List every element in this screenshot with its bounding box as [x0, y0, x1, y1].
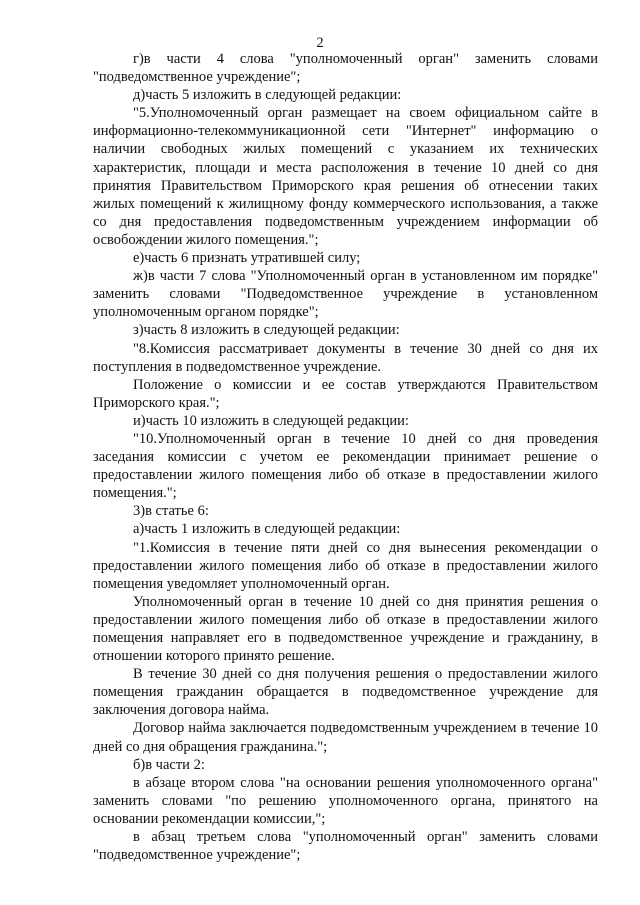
paragraph: е)часть 6 признать утратившей силу; [133, 250, 361, 267]
paragraph: ж)в части 7 слова "Уполномоченный орган в установленном им порядке" заменить словами "Подведомственное учреждение в установленном уполномоченным органом порядке"; [93, 268, 598, 321]
paragraph: в абзац третьем слова "уполномоченный орган" заменить словами "подведомственное учреждение"; [93, 829, 598, 864]
paragraph: Положение о комиссии и ее состав утверждаются Правительством Приморского края."; [93, 376, 598, 411]
paragraph: д)часть 5 изложить в следующей редакции: [133, 87, 402, 104]
paragraph: а)часть 1 изложить в следующей редакции: [133, 521, 401, 538]
paragraph: "1.Комиссия в течение пяти дней со дня вынесения рекомендации о предоставлении жилого помещения либо об отказе в предоставлении жилого помещения уведомляет уполномоченный орган. [93, 539, 598, 592]
paragraph: б)в части 2: [133, 756, 205, 773]
document-body [93, 50, 598, 864]
paragraph: "8.Комиссия рассматривает документы в течение 30 дней со дня их поступления в подведомственное учреждение. [93, 340, 598, 375]
paragraph: и)часть 10 изложить в следующей редакции: [133, 412, 409, 429]
page-number: 2 [316, 35, 324, 51]
paragraph: з)часть 8 изложить в следующей редакции: [133, 322, 400, 339]
paragraph: в абзаце втором слова "на основании решения уполномоченного органа" заменить словами "по решению уполномоченного органа, принятого на основании рекомендации комиссии,"; [93, 774, 598, 827]
paragraph: Уполномоченный орган в течение 10 дней со дня принятия решения о предоставлении жилого помещения либо об отказе в предоставлении жилого помещения направляет его в подведомственное учреждение и гражданину, в отношении которого принято решение. [93, 593, 598, 665]
paragraph: В течение 30 дней со дня получения решения о предоставлении жилого помещения гражданин обращается в подведомственное учреждение для заключения договора найма. [93, 666, 598, 719]
paragraph: г)в части 4 слова "уполномоченный орган" заменить словами "подведомственное учреждение"; [93, 51, 598, 86]
paragraph: Договор найма заключается подведомственным учреждением в течение 10 дней со дня обращения гражданина."; [93, 720, 598, 755]
paragraph: "10.Уполномоченный орган в течение 10 дней со дня проведения заседания комиссии с учетом ее рекомендации принимает решение о предоставлении жилого помещения либо об отказе в предоставлении жилого помещения."; [93, 430, 598, 502]
paragraph: "5.Уполномоченный орган размещает на своем официальном сайте в информационно-телекоммуникационной сети "Интернет" информацию о наличии свободных жилых помещений с указанием их технических характеристик, площади и места расположения в течение 10 дней со дня принятия Правительством Приморского края решения об отнесении таких жилых помещений к жилищному фонду коммерческого использования, а также со дня предоставления подведомственным учреждением информации об освобождении жилого помещения."; [93, 105, 598, 248]
paragraph: 3)в статье 6: [133, 503, 209, 520]
